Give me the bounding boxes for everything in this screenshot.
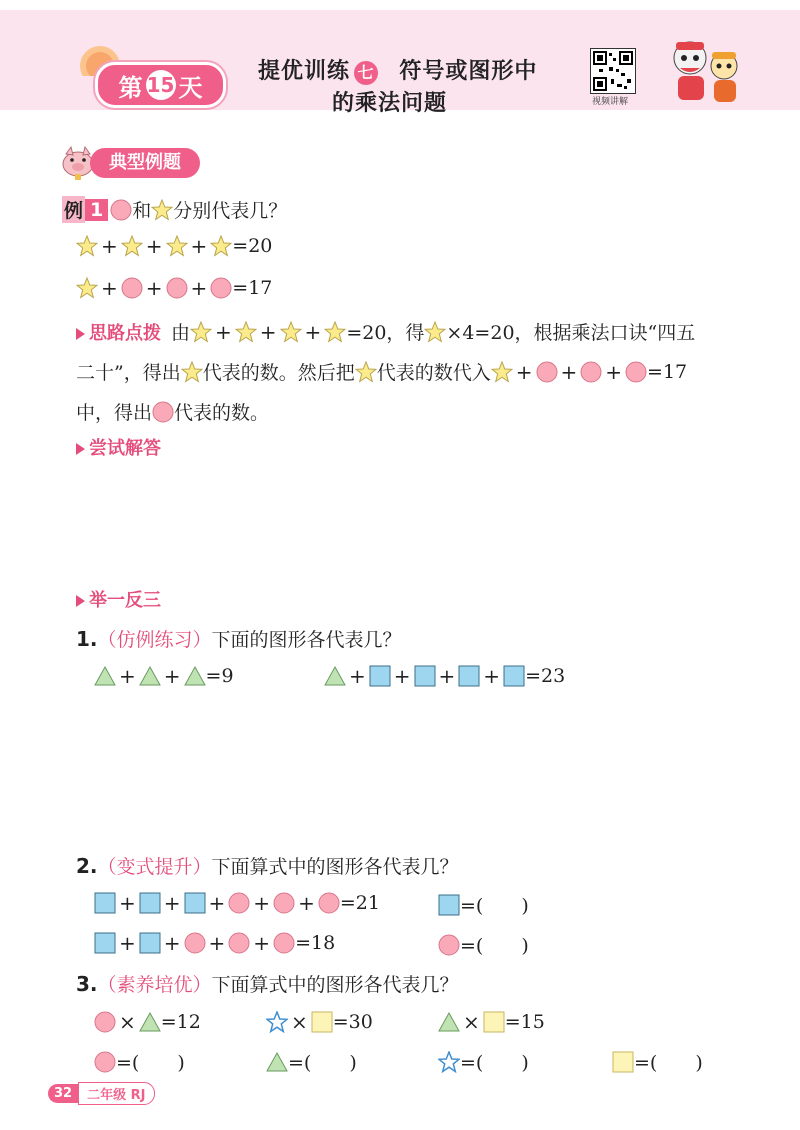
plus-sign: + [515,359,533,384]
triangle-icon [139,1011,161,1033]
square-icon [414,665,436,687]
plus-sign: + [208,891,226,915]
page-title-line2: 的乘法问题 [332,91,448,116]
square-icon [438,894,460,916]
hint-tag [76,319,161,345]
plus-sign: + [190,234,208,258]
plus-sign: + [119,931,136,955]
circle-icon [273,892,295,914]
example-label: 例 [62,196,85,223]
star-icon [424,321,446,343]
circle-icon [166,277,188,299]
times-sign: × [291,1010,308,1034]
try-answer-tag [76,434,161,460]
square-icon [94,932,116,954]
star-icon [491,361,513,383]
hint-line-1 [76,318,695,345]
plus-sign: + [145,276,163,300]
example-question [62,196,287,223]
section-title: 典型例题 [90,148,200,178]
plus-sign: + [253,931,271,955]
plus-sign: + [101,234,118,258]
circle-icon [228,892,250,914]
hint-tag-text: 思路点拨 [89,322,161,344]
yellow-square-icon [483,1011,505,1033]
plus-sign: + [215,319,232,344]
practice-tag [76,586,161,612]
question-number: 1. [76,626,98,651]
circle-icon [210,277,232,299]
example-number: 1 [85,199,108,221]
equation-result: =17 [232,277,273,299]
qr-code-icon[interactable] [590,48,636,94]
circle-icon [184,932,206,954]
day-suffix: 天 [178,73,203,102]
plus-sign: + [560,359,578,384]
equation-result: =15 [504,1011,545,1033]
star-icon [324,321,346,343]
times-sign: × [463,1010,480,1034]
answer-blank[interactable]: =( ) [460,935,529,957]
square-icon [139,892,161,914]
blue-star-icon [266,1011,288,1033]
question-category: （素养培优） [97,974,212,996]
circle-icon [228,932,250,954]
plus-sign: + [163,664,181,688]
question-category: （变式提升） [97,856,212,878]
circle-icon [580,361,602,383]
practice-tag-label [76,586,161,612]
hint-text: =20，得 [346,322,425,344]
hint-text: 由 [171,322,191,344]
plus-sign: + [483,664,501,688]
circle-icon [94,1011,116,1033]
answer-blank[interactable]: =( ) [288,1052,357,1074]
star-icon [121,235,143,257]
circle-icon [110,199,132,221]
plus-sign: + [163,931,181,955]
star-icon [210,235,232,257]
triangle-icon [324,665,346,687]
try-tag [76,434,161,460]
plus-sign: + [145,234,163,258]
equation-result: =18 [295,932,336,954]
plus-sign: + [253,891,271,915]
page-number: 32 [48,1084,78,1103]
q3-answer-star[interactable] [438,1048,529,1075]
question-3 [76,970,459,997]
plus-sign: + [304,319,322,344]
example-equation-2 [76,276,272,300]
equation-result: =30 [332,1011,373,1033]
triangle-icon [266,1051,288,1073]
question-number: 2. [76,853,98,878]
q3-equation-a [94,1010,201,1034]
hint-text: 代表的数。然后把 [202,362,355,384]
plus-sign: + [393,664,411,688]
question-tail: 分别代表几？ [173,200,288,222]
hint-line-3 [76,398,269,425]
q2-answer-square[interactable] [438,891,529,918]
plus-sign: + [349,664,366,688]
day-badge [95,62,226,108]
plus-sign: + [119,664,136,688]
equation-result: =21 [339,892,380,914]
star-icon [181,361,203,383]
qr-label: 视频讲解 [592,97,629,107]
title-part-a: 提优训练 [258,59,351,84]
hint-text: 代表的数代入 [376,362,491,384]
question-2 [76,852,459,879]
equation-result: =9 [205,665,234,687]
q2-equation-a [94,891,380,915]
hint-text: 二十”，得出 [76,362,181,384]
equation-result: =20 [232,235,273,257]
circle-icon [273,932,295,954]
circle-icon [121,277,143,299]
grade-text: 二年级 [87,1087,127,1103]
equation-result: =23 [525,665,566,687]
star-icon [166,235,188,257]
day-number: 15 [146,70,176,100]
plus-sign: + [163,891,181,915]
answer-blank[interactable]: =( ) [634,1052,703,1074]
circle-icon [94,1051,116,1073]
q1-equation-a [94,664,234,688]
q3-equation-b [266,1010,373,1034]
question-category: （仿例练习） [97,629,212,651]
triangle-icon [139,665,161,687]
equation-result: =12 [160,1011,201,1033]
square-icon [94,892,116,914]
star-icon [190,321,212,343]
hint-text: 代表的数。 [174,402,270,424]
triangle-icon [94,665,116,687]
square-icon [369,665,391,687]
q3-answer-square[interactable] [612,1048,703,1075]
square-icon [139,932,161,954]
play-triangle-icon [76,443,85,455]
star-icon [76,277,98,299]
play-triangle-icon [76,595,85,607]
question-text: 下面算式中的图形各代表几？ [211,856,459,878]
hint-text: ×4=20，根据乘法口诀“四五 [446,322,696,344]
circle-icon [536,361,558,383]
hint-text: =17 [647,360,688,383]
answer-blank[interactable]: =( ) [460,895,529,917]
q3-equation-c [438,1010,545,1034]
times-sign: × [119,1010,136,1034]
hint-text: 中，得出 [76,402,153,424]
title-badge: 七 [354,61,378,85]
square-icon [503,665,525,687]
question-text: 下面算式中的图形各代表几？ [211,974,459,996]
star-icon [151,199,173,221]
question-1 [76,625,402,652]
plus-sign: + [101,276,118,300]
question-number: 3. [76,971,98,996]
star-icon [280,321,302,343]
q2-answer-circle[interactable] [438,931,529,958]
practice-tag-text: 举一反三 [89,590,161,611]
q3-answer-circle[interactable] [94,1048,185,1075]
circle-icon [625,361,647,383]
answer-blank[interactable]: =( ) [116,1052,185,1074]
plus-sign: + [208,931,226,955]
plus-sign: + [119,891,136,915]
star-icon [76,235,98,257]
edition-text: RJ [130,1087,146,1103]
hint-line-2 [76,358,687,385]
answer-blank[interactable]: =( ) [460,1052,529,1074]
blue-star-icon [438,1051,460,1073]
star-icon [235,321,257,343]
q3-answer-triangle[interactable] [266,1048,357,1075]
star-icon [355,361,377,383]
plus-sign: + [259,319,277,344]
plus-sign: + [605,359,623,384]
square-icon [184,892,206,914]
yellow-square-icon [612,1051,634,1073]
plus-sign: + [438,664,456,688]
plus-sign: + [298,891,315,915]
title-part-b: 符号或图形中 [399,59,538,84]
day-prefix: 第 [118,73,143,102]
example-equation-1 [76,234,272,258]
page-footer [48,1082,155,1104]
square-icon [458,665,480,687]
circle-icon [318,892,340,914]
q1-equation-b [324,664,565,688]
try-tag-text: 尝试解答 [89,438,161,459]
plus-sign: + [190,276,208,300]
q2-equation-b [94,931,335,955]
lion-dance-icon [660,36,750,108]
play-triangle-icon [76,328,85,340]
yellow-square-icon [311,1011,333,1033]
grade-label [78,1082,154,1105]
page-title-line1 [258,54,537,85]
circle-icon [438,934,460,956]
triangle-icon [438,1011,460,1033]
circle-icon [152,401,174,423]
triangle-icon [184,665,206,687]
question-and: 和 [132,200,152,222]
question-text: 下面的图形各代表几？ [211,629,402,651]
